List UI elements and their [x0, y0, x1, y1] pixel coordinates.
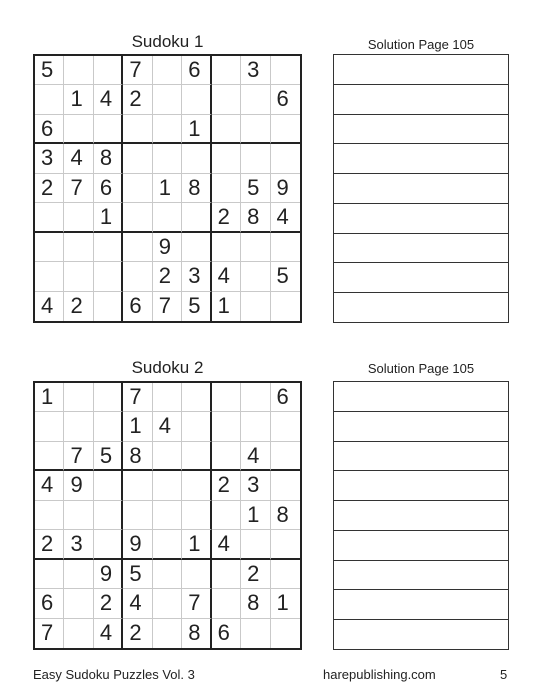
sudoku-cell [123, 115, 152, 144]
sudoku-cell [153, 530, 182, 559]
sudoku-cell: 1 [271, 589, 300, 618]
sudoku-cell: 7 [182, 589, 211, 618]
sudoku-cell [64, 619, 93, 648]
solution-answer-line [334, 442, 508, 472]
sudoku-cell: 8 [94, 144, 123, 173]
sudoku-cell [123, 233, 152, 262]
sudoku-cell: 4 [153, 412, 182, 441]
sudoku-cell [271, 56, 300, 85]
sudoku-cell [271, 144, 300, 173]
solution-answer-line [334, 263, 508, 293]
sudoku-cell: 4 [271, 203, 300, 232]
sudoku-cell: 8 [241, 203, 270, 232]
sudoku-cell: 4 [35, 292, 64, 321]
solution-answer-line [334, 55, 508, 85]
puzzle-2-title: Sudoku 2 [131, 358, 204, 377]
sudoku-cell [271, 442, 300, 471]
solution-answer-line [334, 620, 508, 649]
sudoku-cell [153, 471, 182, 500]
sudoku-cell [35, 501, 64, 530]
sudoku-cell: 1 [182, 115, 211, 144]
sudoku-cell [153, 589, 182, 618]
sudoku-cell [241, 292, 270, 321]
sudoku-cell [123, 144, 152, 173]
solution-answer-line [334, 234, 508, 264]
sudoku-cell [271, 115, 300, 144]
sudoku-cell: 5 [271, 262, 300, 291]
sudoku-cell [182, 471, 211, 500]
sudoku-cell [212, 589, 241, 618]
sudoku-cell [212, 412, 241, 441]
sudoku-cell [271, 233, 300, 262]
sudoku-cell [241, 619, 270, 648]
sudoku-cell [64, 233, 93, 262]
solution-answer-line [334, 144, 508, 174]
sudoku-cell [182, 203, 211, 232]
sudoku-cell [123, 203, 152, 232]
sudoku-cell [153, 85, 182, 114]
sudoku-cell: 4 [94, 619, 123, 648]
sudoku-cell: 1 [35, 383, 64, 412]
sudoku-cell [271, 471, 300, 500]
sudoku-cell: 7 [35, 619, 64, 648]
sudoku-cell [212, 383, 241, 412]
solution-answer-line [334, 293, 508, 322]
sudoku-cell: 6 [271, 383, 300, 412]
sudoku-cell: 7 [153, 292, 182, 321]
sudoku-grid-2 [33, 381, 302, 650]
sudoku-cell: 2 [123, 619, 152, 648]
sudoku-cell [241, 530, 270, 559]
solution-box-2 [333, 381, 509, 650]
sudoku-cell: 1 [64, 85, 93, 114]
sudoku-cell: 4 [123, 589, 152, 618]
sudoku-cell [271, 530, 300, 559]
puzzle-1-solution-label: Solution Page 105 [367, 37, 475, 52]
sudoku-cell [182, 442, 211, 471]
sudoku-cell: 4 [212, 530, 241, 559]
sudoku-cell: 8 [182, 619, 211, 648]
sudoku-cell: 8 [271, 501, 300, 530]
sudoku-cell: 7 [123, 383, 152, 412]
sudoku-grid-1 [33, 54, 302, 323]
sudoku-cell: 6 [182, 56, 211, 85]
sudoku-cell: 2 [212, 203, 241, 232]
sudoku-cell: 2 [64, 292, 93, 321]
sudoku-cell [241, 144, 270, 173]
sudoku-cell [35, 203, 64, 232]
sudoku-cell: 6 [212, 619, 241, 648]
sudoku-cell [64, 262, 93, 291]
sudoku-cell [94, 56, 123, 85]
sudoku-cell: 4 [241, 442, 270, 471]
sudoku-cell: 6 [271, 85, 300, 114]
sudoku-cell: 3 [35, 144, 64, 173]
sudoku-cell [153, 442, 182, 471]
sudoku-cell [64, 383, 93, 412]
sudoku-cell: 4 [94, 85, 123, 114]
sudoku-cell [94, 530, 123, 559]
sudoku-cell: 9 [94, 560, 123, 589]
solution-answer-line [334, 85, 508, 115]
solution-answer-line [334, 590, 508, 620]
sudoku-cell: 2 [212, 471, 241, 500]
sudoku-cell: 9 [271, 174, 300, 203]
sudoku-cell: 4 [64, 144, 93, 173]
sudoku-cell [212, 56, 241, 85]
sudoku-cell: 2 [94, 589, 123, 618]
sudoku-cell [153, 560, 182, 589]
sudoku-cell [241, 412, 270, 441]
sudoku-cell [94, 412, 123, 441]
sudoku-cell: 8 [182, 174, 211, 203]
sudoku-cell [153, 501, 182, 530]
sudoku-cell [153, 619, 182, 648]
sudoku-cell [94, 471, 123, 500]
solution-box-1 [333, 54, 509, 323]
sudoku-cell: 7 [123, 56, 152, 85]
sudoku-cell [153, 144, 182, 173]
sudoku-cell: 5 [94, 442, 123, 471]
sudoku-cell: 3 [64, 530, 93, 559]
sudoku-cell [271, 560, 300, 589]
sudoku-cell [153, 115, 182, 144]
sudoku-cell: 5 [241, 174, 270, 203]
sudoku-cell [64, 203, 93, 232]
sudoku-cell: 5 [35, 56, 64, 85]
sudoku-cell [182, 144, 211, 173]
sudoku-cell [153, 203, 182, 232]
solution-answer-line [334, 174, 508, 204]
sudoku-cell: 2 [123, 85, 152, 114]
sudoku-cell: 8 [123, 442, 152, 471]
sudoku-cell [64, 115, 93, 144]
sudoku-cell: 6 [123, 292, 152, 321]
footer-page-number: 5 [500, 667, 508, 682]
solution-answer-line [334, 561, 508, 591]
sudoku-cell [64, 412, 93, 441]
sudoku-cell [94, 292, 123, 321]
sudoku-cell: 9 [64, 471, 93, 500]
sudoku-cell: 1 [241, 501, 270, 530]
sudoku-cell: 4 [35, 471, 64, 500]
sudoku-cell: 3 [241, 471, 270, 500]
sudoku-cell: 1 [153, 174, 182, 203]
sudoku-cell [35, 560, 64, 589]
sudoku-cell [212, 85, 241, 114]
sudoku-cell [212, 144, 241, 173]
sudoku-cell [94, 233, 123, 262]
sudoku-cell: 1 [123, 412, 152, 441]
sudoku-cell: 4 [212, 262, 241, 291]
sudoku-cell [153, 383, 182, 412]
sudoku-cell [271, 292, 300, 321]
sudoku-cell [123, 174, 152, 203]
sudoku-cell [212, 115, 241, 144]
sudoku-cell: 1 [212, 292, 241, 321]
sudoku-cell: 9 [153, 233, 182, 262]
solution-answer-line [334, 204, 508, 234]
sudoku-cell [241, 383, 270, 412]
sudoku-cell [271, 412, 300, 441]
sudoku-cell [64, 589, 93, 618]
puzzle-1-title: Sudoku 1 [131, 32, 204, 51]
sudoku-cell [153, 56, 182, 85]
sudoku-cell [241, 233, 270, 262]
footer-website: harepublishing.com [323, 667, 436, 682]
sudoku-cell [64, 560, 93, 589]
sudoku-cell [123, 471, 152, 500]
sudoku-cell: 2 [35, 530, 64, 559]
sudoku-cell [212, 233, 241, 262]
sudoku-cell [94, 262, 123, 291]
sudoku-cell [182, 383, 211, 412]
sudoku-cell [64, 501, 93, 530]
solution-answer-line [334, 531, 508, 561]
sudoku-cell: 3 [241, 56, 270, 85]
sudoku-cell [123, 501, 152, 530]
footer-book-title: Easy Sudoku Puzzles Vol. 3 [33, 667, 195, 682]
sudoku-cell [35, 262, 64, 291]
solution-answer-line [334, 501, 508, 531]
sudoku-cell [212, 442, 241, 471]
sudoku-cell: 2 [153, 262, 182, 291]
sudoku-cell: 7 [64, 174, 93, 203]
sudoku-cell [241, 115, 270, 144]
sudoku-cell [123, 262, 152, 291]
sudoku-cell: 5 [123, 560, 152, 589]
solution-answer-line [334, 115, 508, 145]
sudoku-cell: 9 [123, 530, 152, 559]
sudoku-cell: 6 [35, 115, 64, 144]
sudoku-cell [182, 233, 211, 262]
sudoku-cell [35, 442, 64, 471]
sudoku-cell [182, 412, 211, 441]
sudoku-cell [212, 501, 241, 530]
sudoku-cell: 5 [182, 292, 211, 321]
sudoku-cell [64, 56, 93, 85]
sudoku-cell [241, 262, 270, 291]
sudoku-cell [94, 115, 123, 144]
sudoku-cell: 2 [35, 174, 64, 203]
sudoku-cell: 6 [94, 174, 123, 203]
puzzle-2-solution-label: Solution Page 105 [367, 361, 475, 376]
sudoku-cell [212, 560, 241, 589]
solution-answer-line [334, 471, 508, 501]
sudoku-cell: 6 [35, 589, 64, 618]
sudoku-cell [182, 560, 211, 589]
sudoku-cell [182, 501, 211, 530]
sudoku-cell [94, 501, 123, 530]
sudoku-cell: 7 [64, 442, 93, 471]
sudoku-cell: 1 [94, 203, 123, 232]
sudoku-cell: 8 [241, 589, 270, 618]
sudoku-cell: 2 [241, 560, 270, 589]
sudoku-cell [35, 233, 64, 262]
sudoku-cell [35, 85, 64, 114]
sudoku-cell [35, 412, 64, 441]
sudoku-cell [271, 619, 300, 648]
sudoku-cell [212, 174, 241, 203]
sudoku-cell [241, 85, 270, 114]
sudoku-cell: 3 [182, 262, 211, 291]
sudoku-cell: 1 [182, 530, 211, 559]
solution-answer-line [334, 382, 508, 412]
sudoku-cell [182, 85, 211, 114]
sudoku-cell [94, 383, 123, 412]
solution-answer-line [334, 412, 508, 442]
